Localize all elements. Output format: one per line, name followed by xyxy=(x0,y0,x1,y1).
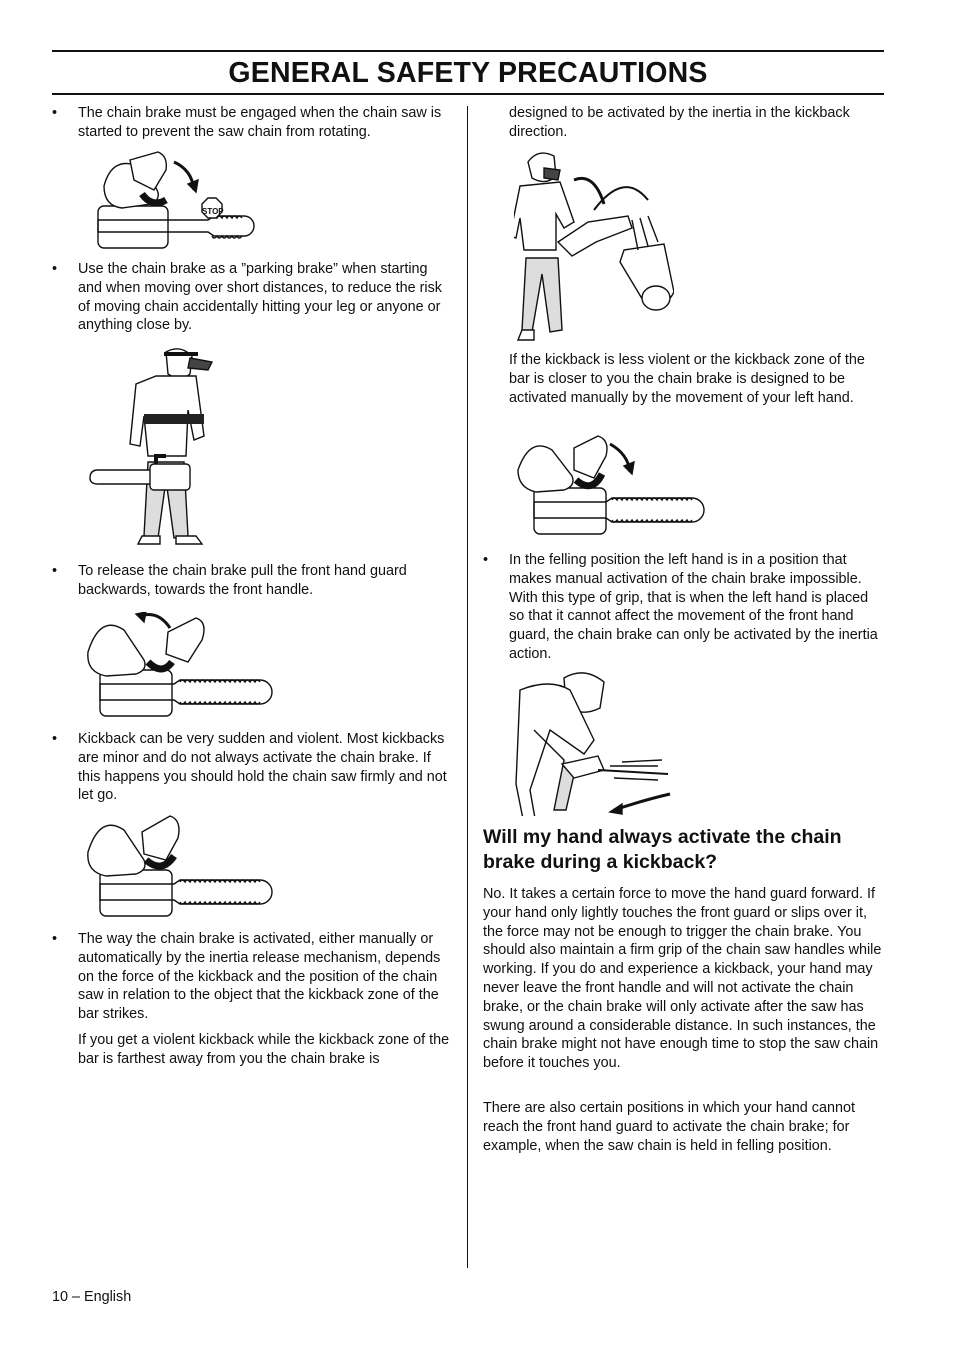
page-title: GENERAL SAFETY PRECAUTIONS xyxy=(228,57,708,89)
paragraph-release-brake: To release the chain brake pull the front hand guard backwards, towards the front handle. xyxy=(78,563,407,598)
chainsaw-manual-brake-illustration xyxy=(514,434,708,542)
bullet-marker: • xyxy=(52,731,58,747)
worker-kickback-inertia-illustration xyxy=(514,150,674,346)
bullet-marker: • xyxy=(483,552,489,568)
header-bottom-rule xyxy=(52,93,884,95)
page-number-footer: 10 – English xyxy=(52,1289,132,1305)
column-divider xyxy=(467,106,468,1268)
chainsaw-brake-release-illustration xyxy=(84,612,278,722)
paragraph-kickback-sudden: Kickback can be very sudden and violent. Most kickbacks are minor and do not always activate the chain brake. If this happens you should hold the chain saw firmly and not let go. xyxy=(78,731,447,804)
paragraph-manual-activation: If the kickback is less violent or the kickback zone of the bar is closer to you the chain brake is designed to be activated manually by the movement of your left hand. xyxy=(509,352,865,406)
header-top-rule xyxy=(52,50,884,52)
bullet-marker: • xyxy=(52,105,58,121)
worker-carrying-chainsaw-illustration xyxy=(86,344,226,556)
stop-sign-text: STOP xyxy=(202,207,224,216)
paragraph-engage-brake: The chain brake must be engaged when the chain saw is started to prevent the saw chain from rotating. xyxy=(78,105,442,140)
worker-felling-position-illustration xyxy=(514,670,674,816)
chainsaw-firm-grip-illustration xyxy=(84,812,278,922)
paragraph-brake-activation: The way the chain brake is activated, either manually or automatically by the inertia release mechanism, depends on the force of the kickback and the position of the chain saw in relation to the object that the kickback zone of the bar strikes. xyxy=(78,931,441,1023)
bullet-marker: • xyxy=(52,261,58,277)
paragraph-felling-position: In the felling position the left hand is in a position that makes manual activation of the chain brake impossible. With this type of grip, that is when the left hand is placed so that it cannot affect the movement of the front hand guard, the chain brake can only be activated by the inertia action. xyxy=(509,552,878,662)
paragraph-hand-force: No. It takes a certain force to move the hand guard forward. If your hand only lightly touches the front guard or slips over it, the force may not be enough to trigger the chain brake. You should also maintain a firm grip of the chain saw handles while working. If you do and experience a kickback, your hand may never leave the front handle and will not activate the chain brake, or the chain brake will only activate after the saw has swung around a considerable distance. In such instances, the chain brake might not have enough time to stop the saw chain before it touches you. xyxy=(483,886,882,1072)
paragraph-violent-kickback: If you get a violent kickback while the kickback zone of the bar is farthest away from you the chain brake is xyxy=(78,1032,450,1067)
bullet-marker: • xyxy=(52,563,58,579)
chainsaw-brake-engage-illustration xyxy=(84,150,264,252)
paragraph-hand-positions: There are also certain positions in which your hand cannot reach the front hand guard to activate the chain brake; for example, when the saw chain is held in felling position. xyxy=(483,1100,855,1154)
paragraph-inertia-design: designed to be activated by the inertia in the kickback direction. xyxy=(509,105,850,140)
paragraph-parking-brake: Use the chain brake as a ”parking brake” when starting and when moving over short distances, to reduce the risk of moving chain accidentally hitting your leg or anyone or anything close by. xyxy=(78,261,442,334)
section-heading-hand-activation: Will my hand always activate the chain brake during a kickback? xyxy=(483,826,842,873)
bullet-marker: • xyxy=(52,931,58,947)
